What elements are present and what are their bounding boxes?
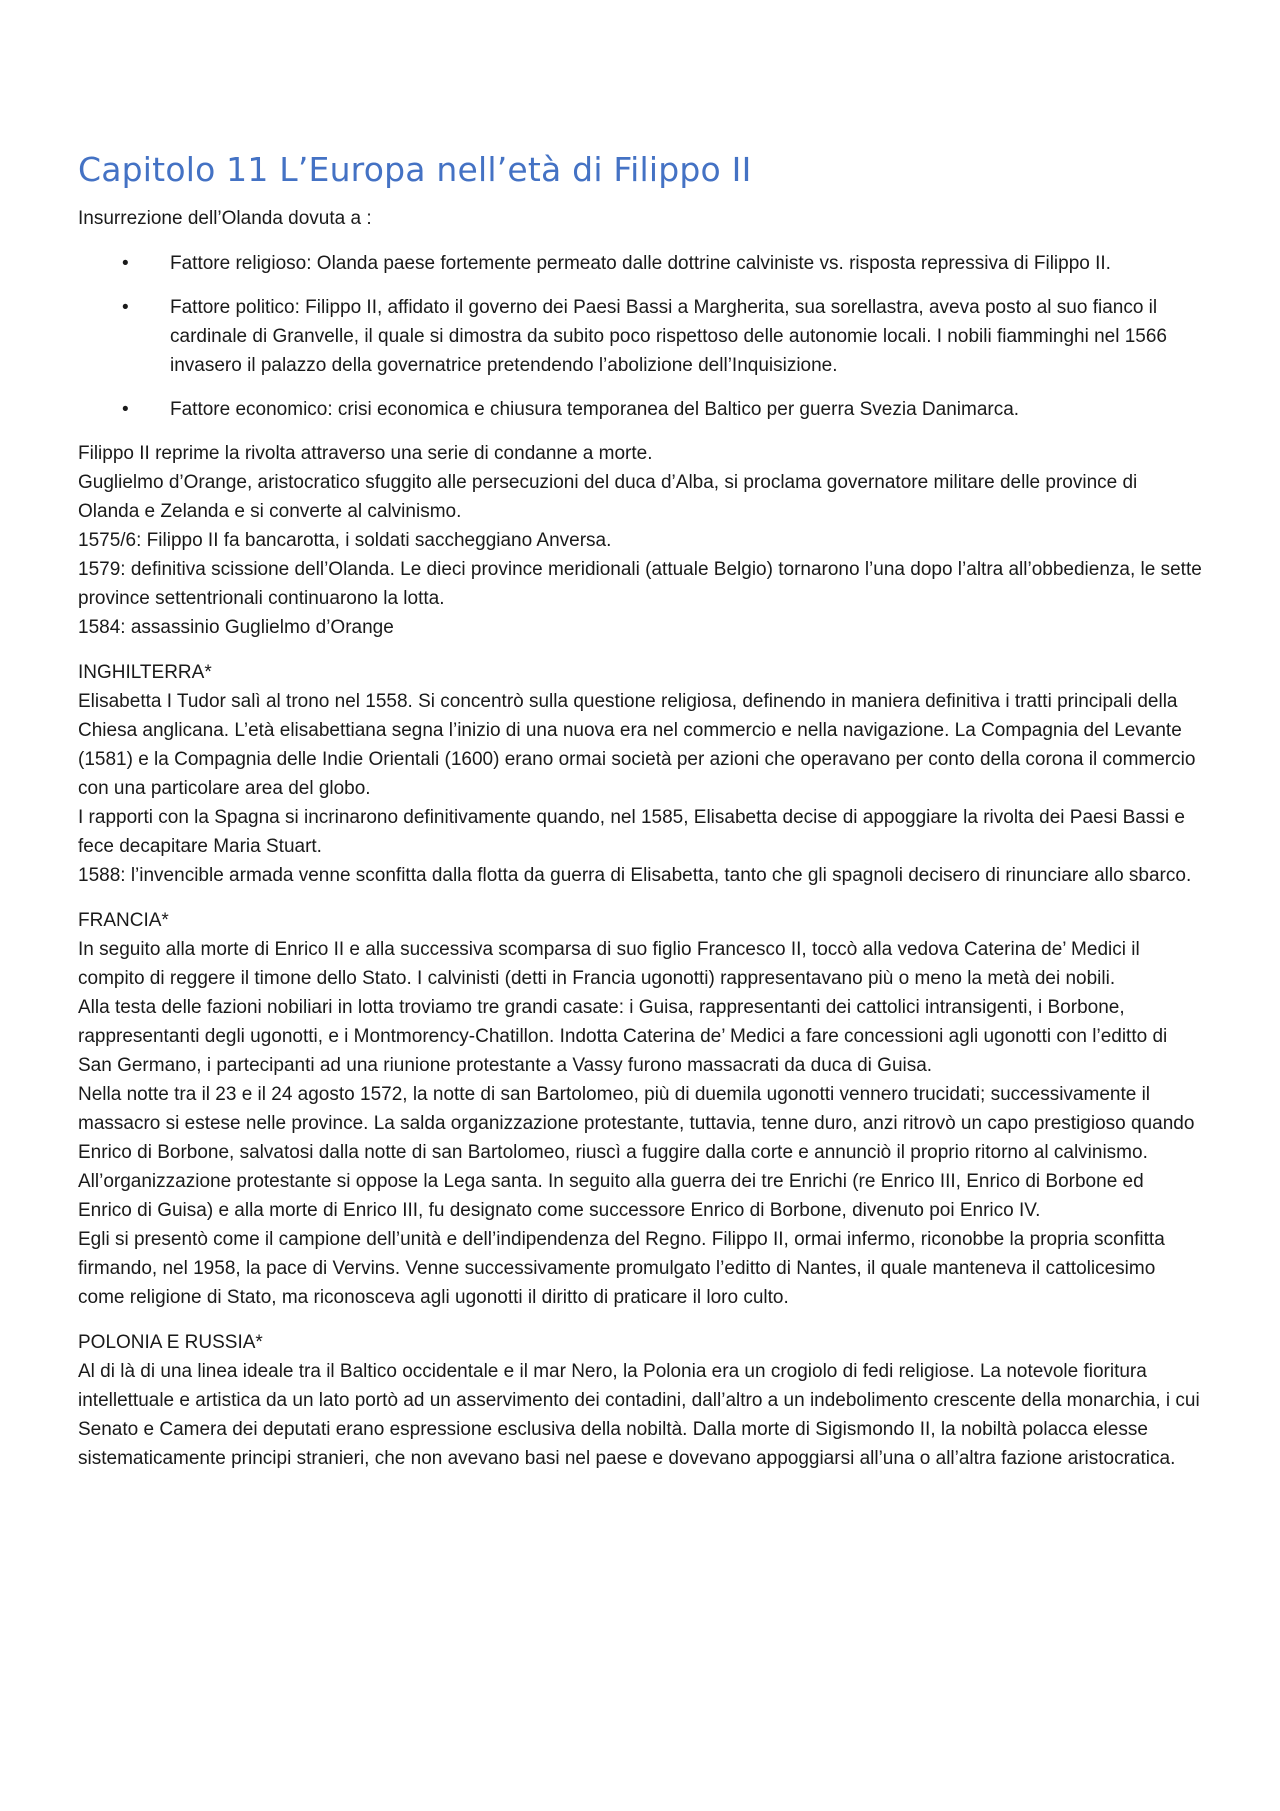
olanda-line: Guglielmo d’Orange, aristocratico sfuggito alle persecuzioni del duca d’Alba, si proclama governatore militare delle province di Olanda e Zelanda e si converte al calvinismo. (78, 472, 1138, 522)
section-heading: FRANCIA* (78, 910, 169, 931)
olanda-line: 1575/6: Filippo II fa bancarotta, i soldati saccheggiano Anversa. (78, 530, 612, 551)
factor-politico (78, 293, 1202, 380)
intro-text: Insurrezione dell’Olanda dovuta a : (78, 208, 372, 229)
olanda-line: Filippo II reprime la rivolta attraverso una serie di condanne a morte. (78, 443, 653, 464)
section-heading: POLONIA E RUSSIA* (78, 1332, 263, 1353)
bullet-icon: • (122, 399, 129, 420)
olanda-line: 1584: assassinio Guglielmo d’Orange (78, 617, 394, 638)
factor-religioso (78, 249, 1202, 278)
inghilterra-section (78, 658, 1202, 890)
chapter-title: Capitolo 11 L’Europa nell’età di Filippo II (78, 150, 752, 189)
paragraph: Al di là di una linea ideale tra il Baltico occidentale e il mar Nero, la Polonia era un crogiolo di fedi religiose. La notevole fioritura intellettuale e artistica da un lato portò ad un asservimento dei contadini, dall’altro a un indebolimento crescente della monarchia, i cui Senato e Camera dei deputati erano espressione esclusiva della nobiltà. Dalla morte di Sigismondo II, la nobiltà polacca elesse sistematicamente principi stranieri, che non avevano basi nel paese e dovevano appoggiarsi all’una o all’altra fazione aristocratica. (78, 1361, 1200, 1469)
section-heading: INGHILTERRA* (78, 662, 212, 683)
paragraph: 1588: l’invencible armada venne sconfitta dalla flotta da guerra di Elisabetta, tanto che gli spagnoli decisero di rinunciare allo sbarco. (78, 865, 1192, 886)
factors-list (78, 249, 1202, 424)
paragraph: In seguito alla morte di Enrico II e alla successiva scomparsa di suo figlio Francesco II, toccò alla vedova Caterina de’ Medici il compito di reggere il timone dello Stato. I calvinisti (detti in Francia ugonotti) rappresentavano più o meno la metà dei nobili. (78, 939, 1140, 989)
paragraph: Elisabetta I Tudor salì al trono nel 1558. Si concentrò sulla questione religiosa, definendo in maniera definitiva i tratti principali della Chiesa anglicana. L’età elisabettiana segna l’inizio di una nuova era nel commercio e nella navigazione. La Compagnia del Levante (1581) e la Compagnia delle Indie Orientali (1600) erano ormai società per azioni che operavano per conto della corona il commercio con una particolare area del globo. (78, 691, 1196, 799)
francia-section (78, 906, 1202, 1312)
bullet-icon: • (122, 297, 129, 318)
paragraph: I rapporti con la Spagna si incrinarono definitivamente quando, nel 1585, Elisabetta decise di appoggiare la rivolta dei Paesi Bassi e fece decapitare Maria Stuart. (78, 807, 1185, 857)
factor-text: Fattore politico: Filippo II, affidato il governo dei Paesi Bassi a Margherita, sua sorellastra, aveva posto al suo fianco il cardinale di Granvelle, il quale si dimostra da subito poco rispettoso delle autonomie locali. I nobili fiamminghi nel 1566 invasero il palazzo della governatrice pretendendo l’abolizione dell’Inquisizione. (170, 297, 1167, 376)
polonia-section (78, 1328, 1202, 1473)
factor-text: Fattore religioso: Olanda paese fortemente permeato dalle dottrine calviniste vs. risposta repressiva di Filippo II. (170, 253, 1111, 274)
factor-economico (78, 395, 1202, 424)
paragraph: Alla testa delle fazioni nobiliari in lotta troviamo tre grandi casate: i Guisa, rappresentanti dei cattolici intransigenti, i Borbone, rappresentanti degli ugonotti, e i Montmorency-Chatillon. Indotta Caterina de’ Medici a fare concessioni agli ugonotti con l’editto di San Germano, i partecipanti ad una riunione protestante a Vassy furono massacrati da duca di Guisa. (78, 997, 1168, 1076)
paragraph: Egli si presentò come il campione dell’unità e dell’indipendenza del Regno. Filippo II, ormai infermo, riconobbe la propria sconfitta firmando, nel 1958, la pace di Vervins. Venne successivamente promulgato l’editto di Nantes, il quale manteneva il cattolicesimo come religione di Stato, ma riconosceva agli ugonotti il diritto di praticare il loro culto. (78, 1229, 1165, 1308)
olanda-section (78, 439, 1202, 642)
olanda-line: 1579: definitiva scissione dell’Olanda. Le dieci province meridionali (attuale Belgio) tornarono l’una dopo l’altra all’obbedienza, le sette province settentrionali continuarono la lotta. (78, 559, 1202, 609)
factor-text: Fattore economico: crisi economica e chiusura temporanea del Baltico per guerra Svezia Danimarca. (170, 399, 1020, 420)
paragraph: Nella notte tra il 23 e il 24 agosto 1572, la notte di san Bartolomeo, più di duemila ugonotti vennero trucidati; successivamente il massacro si estese nelle province. La salda organizzazione protestante, tuttavia, tenne duro, anzi ritrovò un capo prestigioso quando Enrico di Borbone, salvatosi dalla notte di san Bartolomeo, riuscì a fuggire dalla corte e annunciò il proprio ritorno al calvinismo. All’organizzazione protestante si oppose la Lega santa. In seguito alla guerra dei tre Enrichi (re Enrico III, Enrico di Borbone ed Enrico di Guisa) e alla morte di Enrico III, fu designato come successore Enrico di Borbone, divenuto poi Enrico IV. (78, 1084, 1195, 1221)
bullet-icon: • (122, 253, 129, 274)
